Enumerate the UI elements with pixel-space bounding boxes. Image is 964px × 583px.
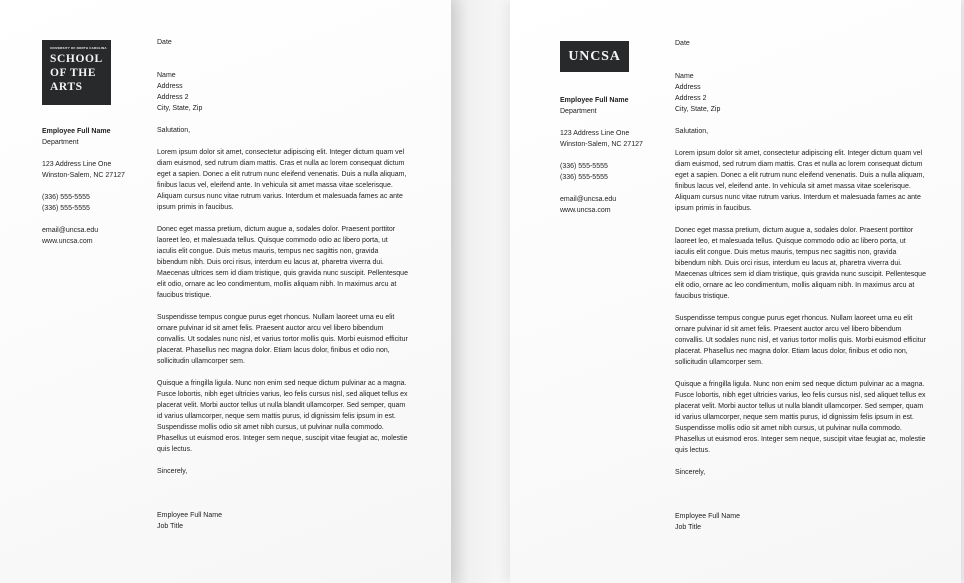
letter-body [675,38,927,533]
recipient-city-state-zip: City, State, Zip [675,106,721,113]
recipient-city-state-zip: City, State, Zip [157,105,203,112]
paragraph-1: Lorem ipsum dolor sit amet, consectetur adipiscing elit. Integer dictum quam vel diam euismod, sed rutrum diam mattis. Cras et nulla ac lorem consequat dictum eget a sapien. Donec a elit rutrum nunc eleifend venenatis. Duis a nulla aliquam, finibus lacus vel, eleifend ante. In vehicula sit amet massa vitae scelerisque. Aliquam cursus nunc vitae rutrum varius. Interdum et malesuada fames ac ante ipsum primis in faucibus. [157,149,407,211]
paragraph-1: Lorem ipsum dolor sit amet, consectetur adipiscing elit. Integer dictum quam vel diam euismod, sed rutrum diam mattis. Cras et nulla ac lorem consequat dictum eget a sapien. Donec a elit rutrum nunc eleifend venenatis. Duis a nulla aliquam, finibus lacus vel, eleifend ante. In vehicula sit amet massa vitae scelerisque. Aliquam cursus nunc vitae rutrum varius. Interdum et malesuada fames ac ante ipsum primis in faucibus. [675,150,925,212]
sender-sidebar [560,95,643,216]
page-gap-shadow [451,0,510,583]
sender-department: Department [560,108,597,115]
sender-email: email@uncsa.edu [560,196,617,203]
logo-line-3: ARTS [50,81,83,93]
paragraph-3: Suspendisse tempus congue purus eget rhoncus. Nullam laoreet urna eu elit ornare pulvinar id sit amet felis. Praesent auctor arcu vel libero bibendum convallis. Ut sodales nunc nisl, et varius tortor mollis quis. Morbi euismod efficitur placerat. Phasellus nec magna dolor. Etiam lacus dolor, finibus et odio non, sollicitudin ullamcorper sem. [157,314,408,365]
signature-name: Employee Full Name [157,512,222,519]
recipient-address-2: Address 2 [157,94,189,101]
signature-title: Job Title [675,524,702,531]
letter-body [157,37,409,532]
sender-sidebar [42,126,125,247]
sender-phone-2: (336) 555-5555 [560,174,608,181]
sender-phone-1: (336) 555-5555 [560,163,608,170]
signature-title: Job Title [157,523,184,530]
letter-date: Date [157,39,172,46]
closing: Sincerely, [675,469,706,476]
sender-address-line2: Winston-Salem, NC 27127 [42,172,125,179]
salutation: Salutation, [157,127,191,134]
paragraph-2: Donec eget massa pretium, dictum augue a, sodales dolor. Praesent porttitor laoreet leo, et malesuada tellus. Quisque commodo odio ac libero porta, ut iaculis elit congue. Duis metus mauris, tempus nec sagittis non, gravida bibendum nibh. Duis orci risus, interdum eu lacus at, pharetra viverra dui. Maecenas ultrices sem id diam tristique, quis gravida nunc suscipit. Pellentesque elit odio, ornare ac leo condimentum, mollis aliquam nibh. In maximus arcu at faucibus tristique. [157,226,408,299]
logo-university-text: UNIVERSITY OF NORTH CAROLINA [50,46,107,50]
sender-address-line1: 123 Address Line One [42,161,112,168]
recipient-address: Address [157,83,183,90]
sender-department: Department [42,139,79,146]
uncsa-logo-text: UNCSA [568,49,621,64]
uncsa-logo [560,41,629,72]
salutation: Salutation, [675,128,709,135]
letterhead-page-school-of-the-arts [0,0,451,583]
letterhead-page-uncsa [510,0,961,583]
sender-email: email@uncsa.edu [42,227,99,234]
recipient-name: Name [675,73,694,80]
sender-phone-2: (336) 555-5555 [42,205,90,212]
paragraph-3: Suspendisse tempus congue purus eget rhoncus. Nullam laoreet urna eu elit ornare pulvinar id sit amet felis. Praesent auctor arcu vel libero bibendum convallis. Ut sodales nunc nisl, et varius tortor mollis quis. Morbi euismod efficitur placerat. Phasellus nec magna dolor. Etiam lacus dolor, finibus et odio non, sollicitudin ullamcorper sem. [675,315,926,366]
sender-address-line2: Winston-Salem, NC 27127 [560,141,643,148]
logo-line-2: OF THE [50,67,97,79]
paragraph-2: Donec eget massa pretium, dictum augue a, sodales dolor. Praesent porttitor laoreet leo, et malesuada tellus. Quisque commodo odio ac libero porta, ut iaculis elit congue. Duis metus mauris, tempus nec sagittis non, gravida bibendum nibh. Duis orci risus, interdum eu lacus at, pharetra viverra dui. Maecenas ultrices sem id diam tristique, quis gravida nunc suscipit. Pellentesque elit odio, ornare ac leo condimentum, mollis aliquam nibh. In maximus arcu at faucibus tristique. [675,227,926,300]
sender-phone-1: (336) 555-5555 [42,194,90,201]
paragraph-4: Quisque a fringilla ligula. Nunc non enim sed neque dictum pulvinar ac a magna. Fusce lobortis, nibh eget ultricies varius, leo felis cursus nisl, sed aliquet tellus ex placerat velit. Morbi auctor tellus ut nulla blandit ullamcorper. Sed semper, quam id varius ullamcorper, neque sem mattis purus, id dignissim felis ipsum in est. Suspendisse mollis odio sit amet nibh cursus, ut pulvinar nulla commodo. Phasellus ut euismod eros. Integer sem neque, suscipit vitae feugiat ac, molestie quis lectus. [675,381,926,454]
sender-name: Employee Full Name [42,128,111,135]
paragraph-4: Quisque a fringilla ligula. Nunc non enim sed neque dictum pulvinar ac a magna. Fusce lobortis, nibh eget ultricies varius, leo felis cursus nisl, sed aliquet tellus ex placerat velit. Morbi auctor tellus ut nulla blandit ullamcorper. Sed semper, quam id varius ullamcorper, neque sem mattis purus, id dignissim felis ipsum in est. Suspendisse mollis odio sit amet nibh cursus, ut pulvinar nulla commodo. Phasellus ut euismod eros. Integer sem neque, suscipit vitae feugiat ac, molestie quis lectus. [157,380,408,453]
sender-address-line1: 123 Address Line One [560,130,630,137]
logo-line-1: SCHOOL [50,53,103,65]
recipient-address: Address [675,84,701,91]
sender-website: www.uncsa.com [560,207,611,214]
signature-name: Employee Full Name [675,513,740,520]
recipient-address-2: Address 2 [675,95,707,102]
recipient-name: Name [157,72,176,79]
sender-website: www.uncsa.com [42,238,93,245]
closing: Sincerely, [157,468,188,475]
letter-date: Date [675,40,690,47]
sender-name: Employee Full Name [560,97,629,104]
school-of-the-arts-logo [42,40,111,105]
